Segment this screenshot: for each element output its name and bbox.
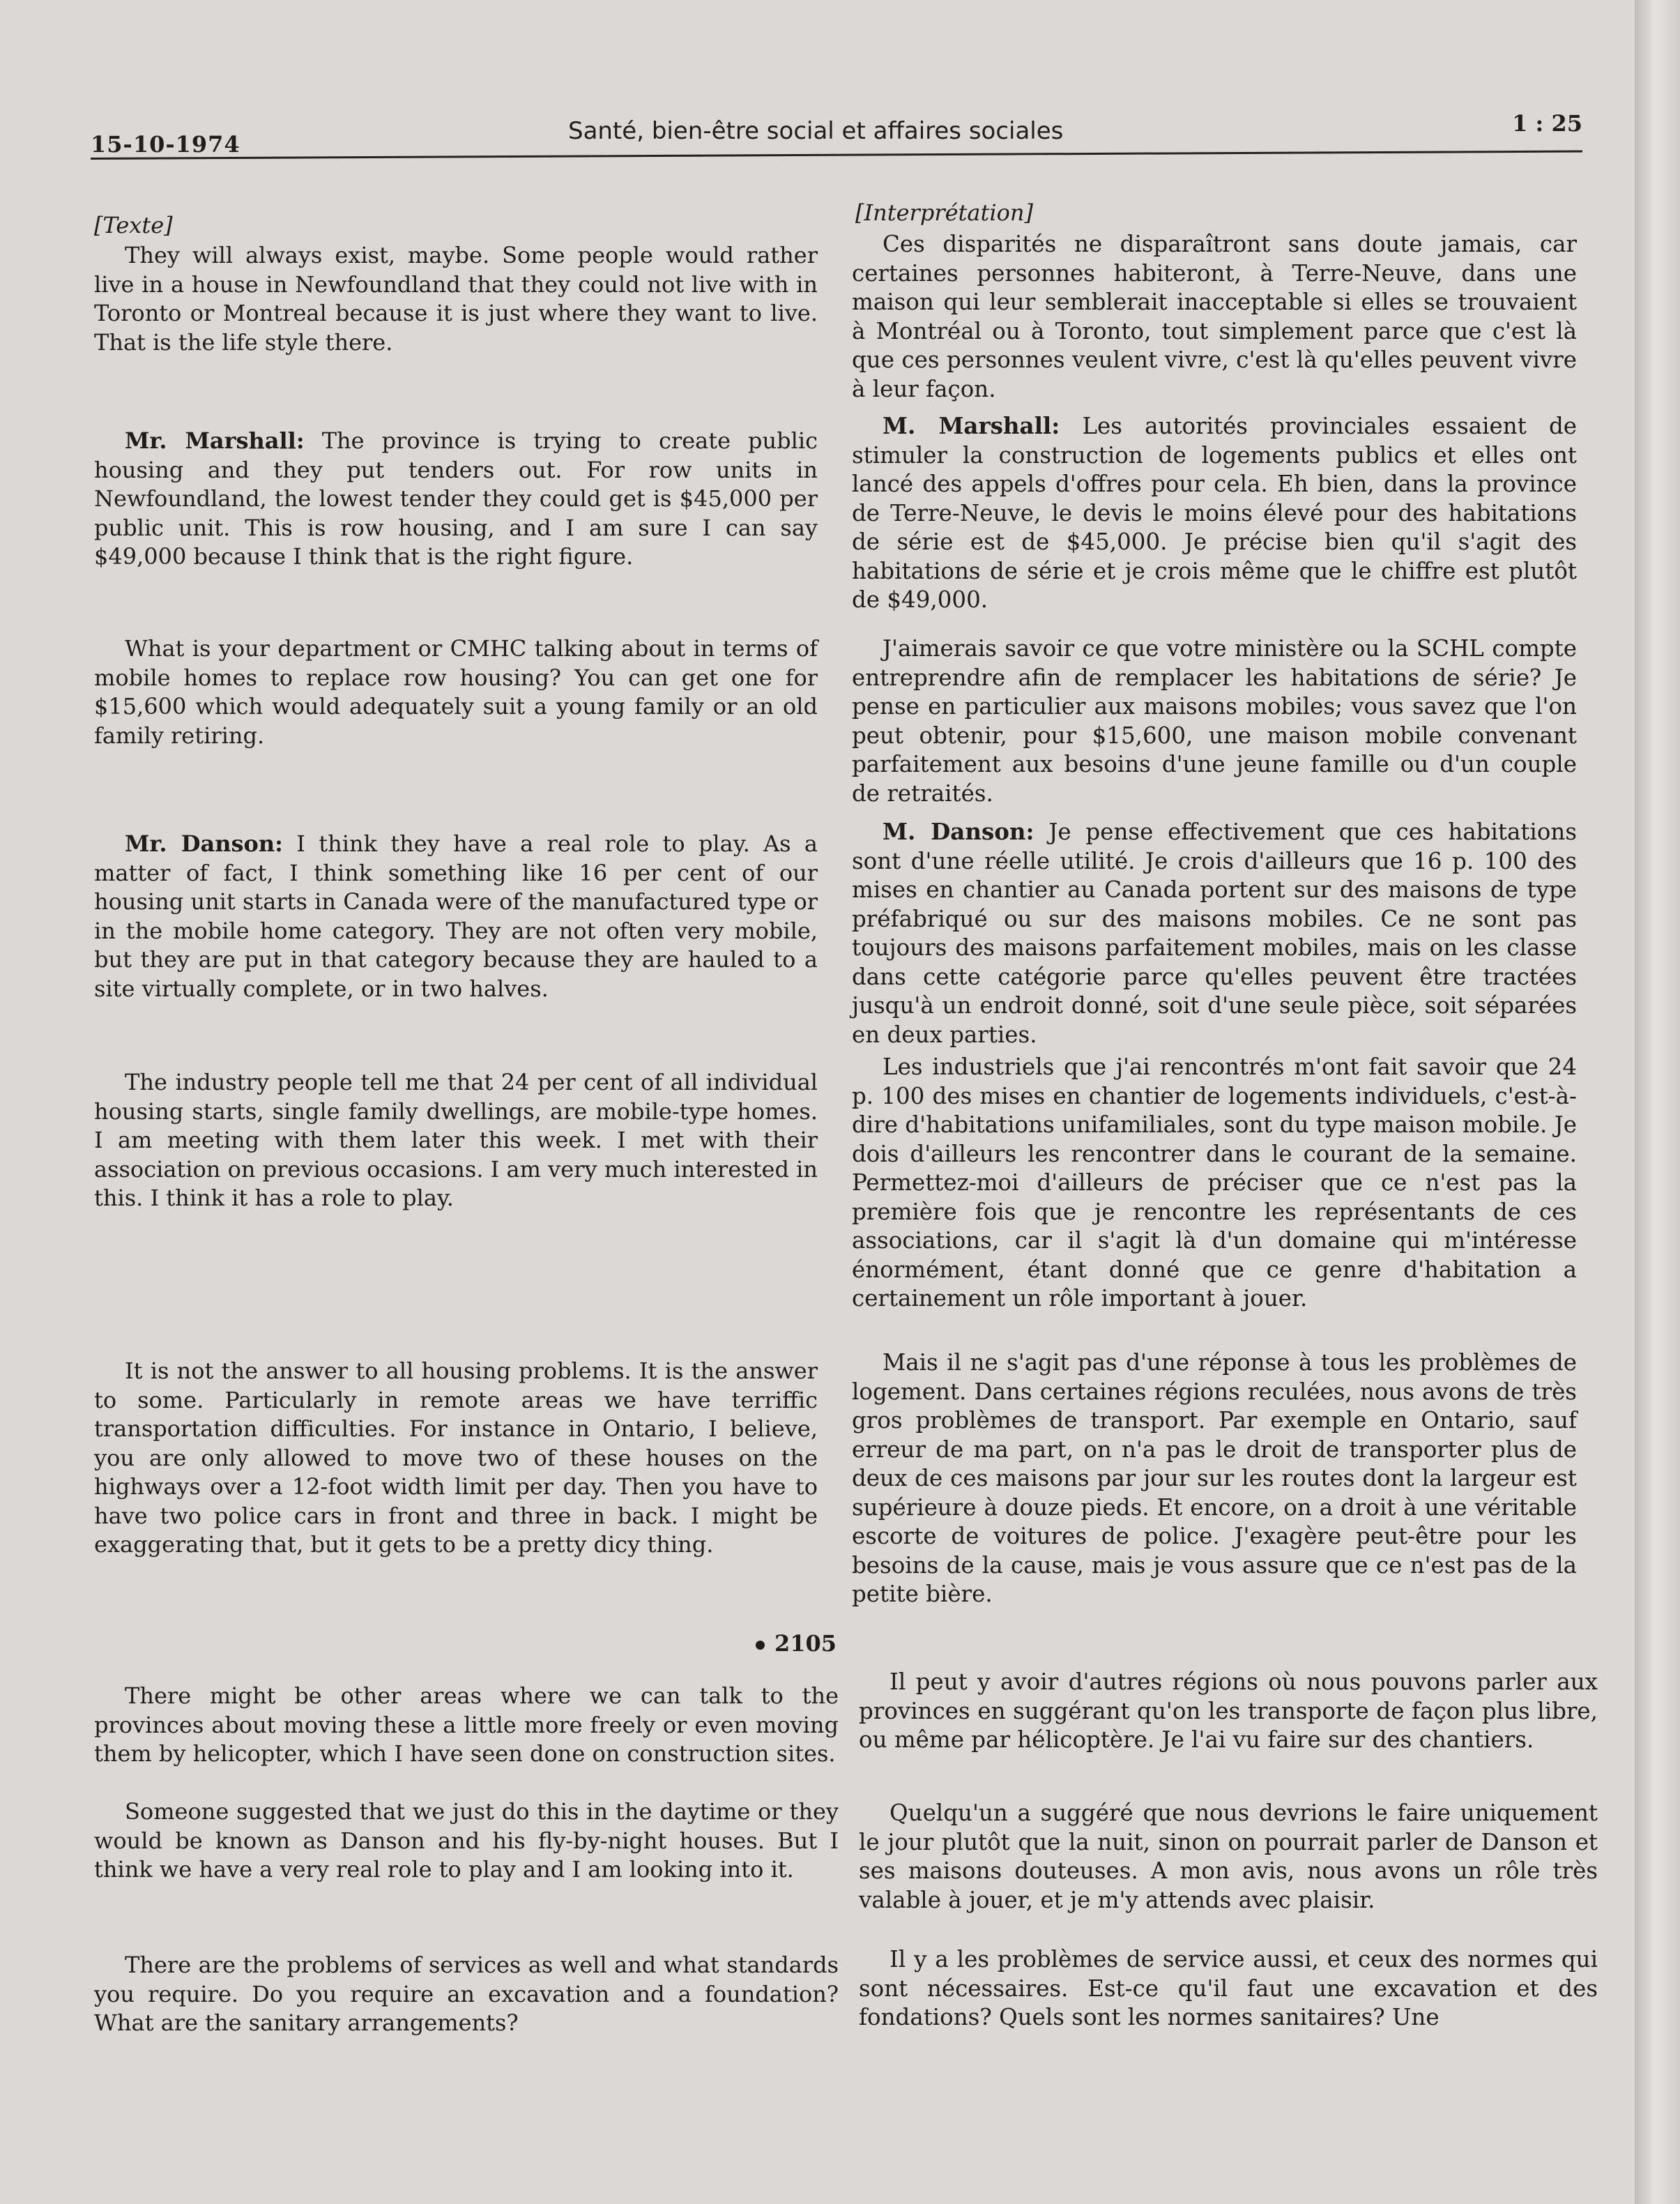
english-language-tag: [Texte] xyxy=(94,212,173,238)
header-title: Santé, bien-être social et affaires sociales xyxy=(568,117,1064,145)
header-page-number: 1 : 25 xyxy=(1512,110,1582,137)
paragraph-text: Les autorités provinciales essaient de stimuler la construction de logements publics et elles ont lancé des appels d'offres pour cela. Eh bien, dans la province de Terre-Neuve, le devis le moins élevé pour des habitations de série est de $45,000. Je précise bien qu'il s'agit des habitations de série et je crois même que le chiffre est plutôt de $49,000. xyxy=(852,413,1577,613)
english-paragraph-7: There might be other areas where we can talk to the provinces about moving these a little more freely or even moving them by helicopter, which I have seen done on construction sites. xyxy=(94,1682,839,1767)
speaker-name: M. Marshall: xyxy=(883,412,1060,439)
french-paragraph-7: Il peut y avoir d'autres régions où nous pouvons parler aux provinces en suggérant qu'on les transporte de façon plus libre, ou même par hélicoptère. Je l'ai vu faire sur des chantiers. xyxy=(859,1669,1598,1753)
english-paragraph-2 xyxy=(94,427,818,572)
english-column xyxy=(94,0,843,2204)
french-language-tag: [Interprétation] xyxy=(855,199,1033,226)
header-date: 15-10-1974 xyxy=(91,131,240,158)
paragraph-text: The province is trying to create public housing and they put tenders out. For row units in Newfoundland, the lowest tender they could get is $45,000 per public unit. This is row housing, and I am sure I can say $49,000 because I think that is the right figure. xyxy=(94,427,818,570)
french-paragraph-8: Quelqu'un a suggéré que nous devrions le faire uniquement le jour plutôt que la nuit, sinon on pourrait parler de Danson et ses maisons douteuses. A mon avis, nous avons un rôle très valable à jouer, et je m'y attends avec plaisir. xyxy=(859,1800,1598,1913)
english-paragraph-4 xyxy=(94,830,818,1003)
speaker-name: Mr. Danson: xyxy=(125,830,283,857)
french-paragraph-1: Ces disparités ne disparaîtront sans doute jamais, car certaines personnes habiteront, à Terre-Neuve, dans une maison qui leur semblerait inacceptable si elles se trouvaient à Montréal ou à Toronto, tout simplement parce que c'est là que ces personnes veulent vivre, c'est là qu'elles peuvent vivre à leur façon. xyxy=(852,231,1577,402)
english-paragraph-8: Someone suggested that we just do this in the daytime or they would be known as Danson and his fly-by-night houses. But I think we have a very real role to play and I am looking into it. xyxy=(94,1798,839,1883)
french-paragraph-9: Il y a les problèmes de service aussi, et ceux des normes qui sont nécessaires. Est-ce qu'il faut une excavation et des fondations? Quels sont les normes sanitaires? Une xyxy=(859,1946,1598,2030)
english-paragraph-1: They will always exist, maybe. Some people would rather live in a house in Newfoundland that they could not live with in Toronto or Montreal because it is just where they want to live. That is the life style there. xyxy=(94,242,818,356)
english-paragraph-6: It is not the answer to all housing problems. It is the answer to some. Particularly in remote areas we have terriffic transportation difficulties. For instance in Ontario, I believe, you are only allowed to move two of these houses on the highways over a 12-foot width limit per day. Then you have to have two police cars in front and three in back. I might be exaggerating that, but it gets to be a pretty dicy thing. xyxy=(94,1358,818,1558)
paragraph-text: I think they have a real role to play. As a matter of fact, I think something like 16 per cent of our housing unit starts in Canada were of the manufactured type or in the mobile home category. They are not often very mobile, but they are put in that category because they are hauled to a site virtually complete, or in two halves. xyxy=(94,830,818,1002)
time-marker-text: 2105 xyxy=(774,1630,837,1657)
bullet-icon xyxy=(756,1641,765,1650)
page-edge xyxy=(1635,0,1680,2204)
french-paragraph-2 xyxy=(852,411,1577,615)
french-paragraph-3: J'aimerais savoir ce que votre ministère ou la SCHL compte entreprendre afin de remplacer les habitations de série? Je pense en particulier aux maisons mobiles; vous savez que l'on peut obtenir, pour $15,600, une maison mobile convenant parfaitement aux besoins d'une jeune famille ou d'un couple de retraités. xyxy=(852,635,1577,807)
time-marker xyxy=(756,1630,837,1657)
french-column xyxy=(852,0,1596,2204)
paragraph-text: Je pense effectivement que ces habitations sont d'une réelle utilité. Je crois d'ailleurs que 16 p. 100 des mises en chantier au Canada portent sur des maisons de type préfabriqué ou sur des maisons mobiles. Ce ne sont pas toujours des maisons parfaitement mobiles, mais on les classe dans cette catégorie parce qu'elles peuvent être tractées jusqu'à un endroit donné, soit d'une seule pièce, soit séparées en deux parties. xyxy=(852,819,1577,1048)
english-paragraph-9: There are the problems of services as well and what standards you require. Do you require an excavation and a foundation? What are the sanitary arrangements? xyxy=(94,1952,839,2036)
french-paragraph-6: Mais il ne s'agit pas d'une réponse à tous les problèmes de logement. Dans certaines régions reculées, nous avons de très gros problèmes de transport. Par exemple en Ontario, sauf erreur de ma part, on n'a pas le droit de transporter plus de deux de ces maisons par jour sur les routes dont la largeur est supérieure à douze pieds. Et encore, on a droit à une véritable escorte de voitures de police. J'exagère peut-être pour les besoins de la cause, mais je vous assure que ce n'est pas de la petite bière. xyxy=(852,1349,1577,1607)
french-paragraph-4 xyxy=(852,817,1577,1049)
speaker-name: M. Danson: xyxy=(883,818,1034,845)
english-paragraph-3: What is your department or CMHC talking about in terms of mobile homes to replace row housing? You can get one for $15,600 which would adequately suit a young family or an old family retiring. xyxy=(94,635,818,749)
french-paragraph-5: Les industriels que j'ai rencontrés m'ont fait savoir que 24 p. 100 des mises en chantier de logements individuels, c'est-à-dire d'habitations unifamiliales, sont du type maison mobile. Je dois d'ailleurs les rencontrer dans le courant de la semaine. Permettez-moi d'ailleurs de préciser que ce n'est pas la première fois que je rencontre les représentants de ces associations, car il s'agit là d'un domaine qui m'intéresse énormément, étant donné que ce genre d'habitation a certainement un rôle important à jouer. xyxy=(852,1054,1577,1312)
speaker-name: Mr. Marshall: xyxy=(125,427,305,454)
english-paragraph-5: The industry people tell me that 24 per cent of all individual housing starts, single family dwellings, are mobile-type homes. I am meeting with them later this week. I met with their association on previous occasions. I am very much interested in this. I think it has a role to play. xyxy=(94,1069,818,1211)
